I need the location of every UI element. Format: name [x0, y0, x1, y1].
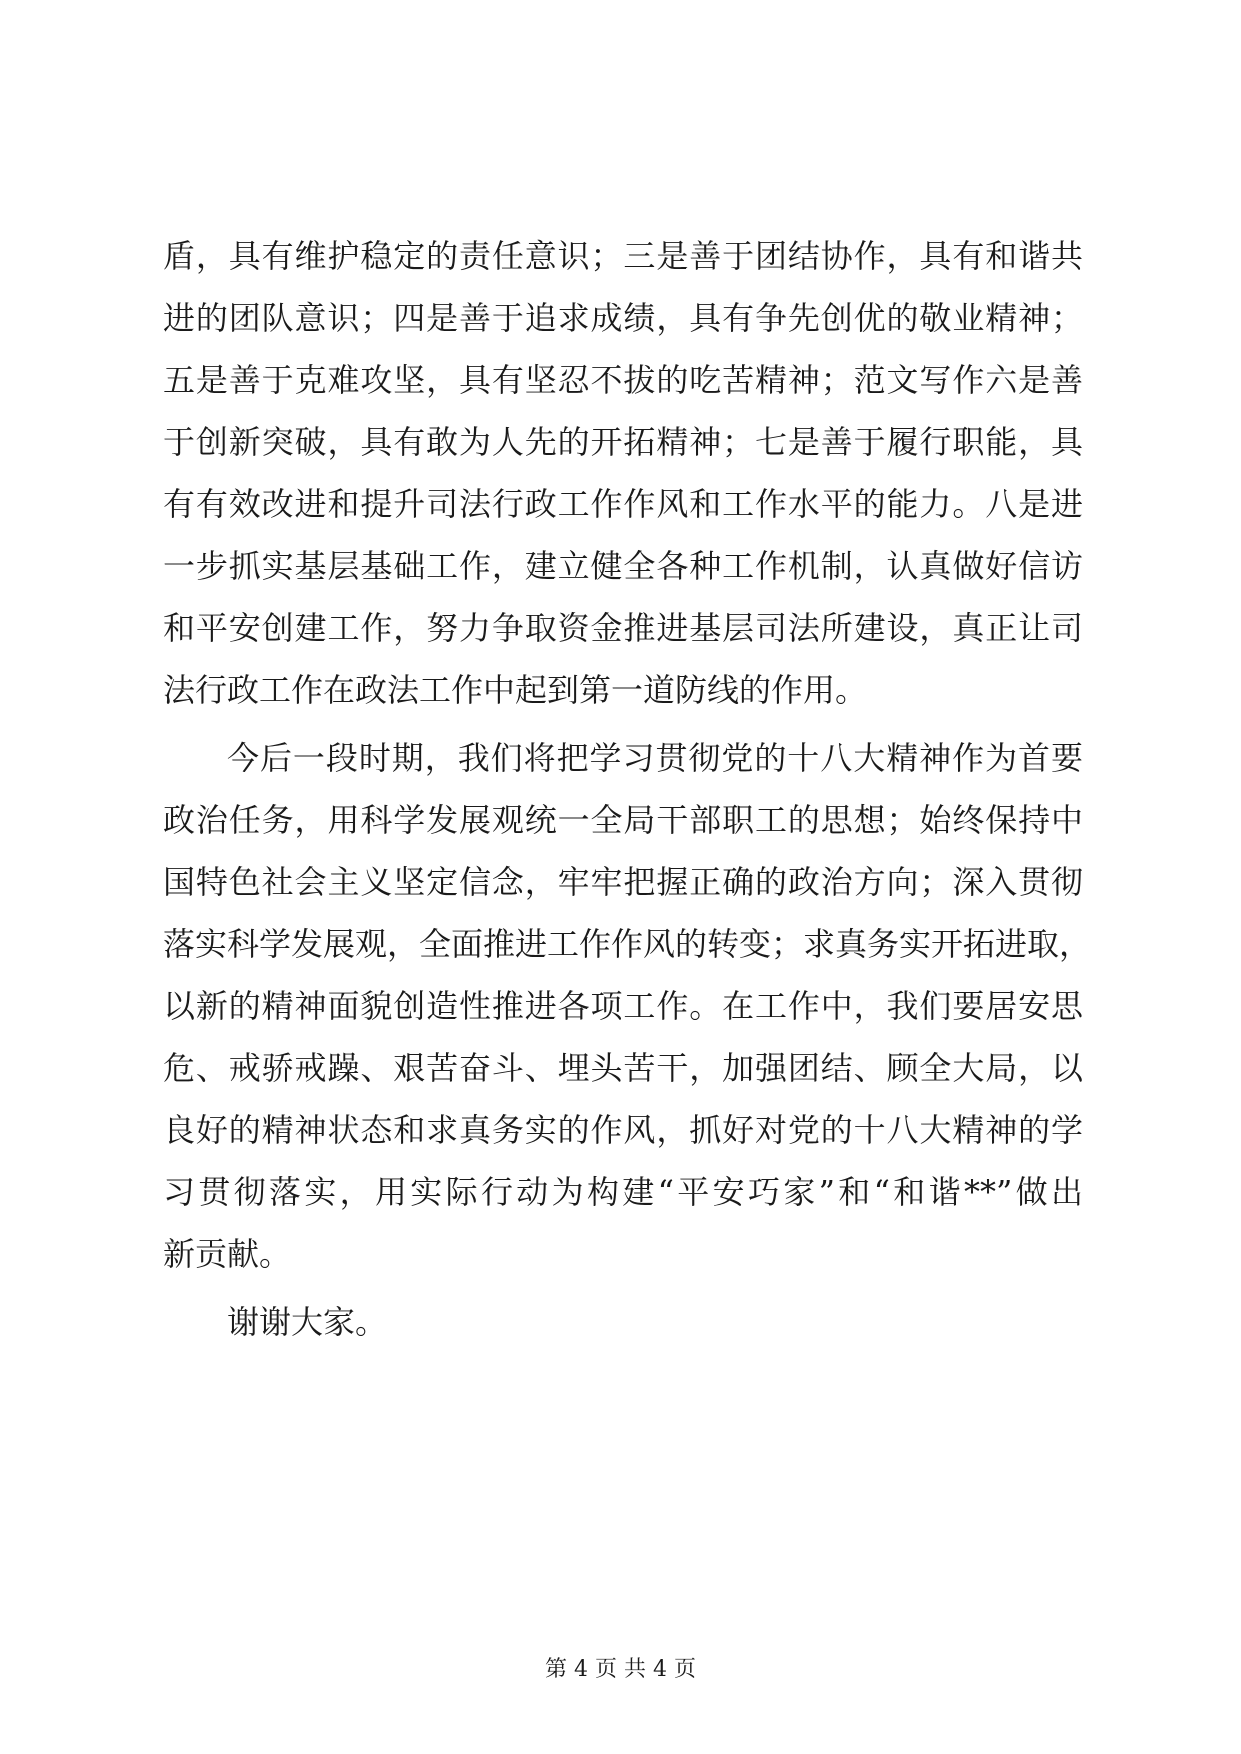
text-line: 于创新突破，具有敢为人先的开拓精神；七是善于履行职能，具: [163, 423, 1083, 461]
text-line: 五是善于克难攻坚，具有坚忍不拔的吃苦精神；范文写作六是善: [163, 361, 1083, 399]
document-body: [163, 225, 1092, 1353]
text-line: 谢谢大家。: [227, 1303, 388, 1341]
paragraph-3: [163, 1291, 1083, 1353]
paragraph-1: [163, 225, 1083, 721]
text-line: 今后一段时期，我们将把学习贯彻党的十八大精神作为首要: [227, 739, 1083, 777]
text-line: 以新的精神面貌创造性推进各项工作。在工作中，我们要居安思: [163, 987, 1083, 1025]
text-line: 政治任务，用科学发展观统一全局干部职工的思想；始终保持中: [163, 801, 1083, 839]
text-line: 国特色社会主义坚定信念，牢牢把握正确的政治方向；深入贯彻: [163, 863, 1083, 901]
text-line: 习贯彻落实，用实际行动为构建“平安巧家”和“和谐**”做出: [163, 1173, 1083, 1211]
text-line: 有有效改进和提升司法行政工作作风和工作水平的能力。八是进: [163, 485, 1083, 523]
paragraph-2: [163, 727, 1092, 1285]
text-line: 盾，具有维护稳定的责任意识；三是善于团结协作，具有和谐共: [163, 237, 1083, 275]
text-line: 和平安创建工作，努力争取资金推进基层司法所建设，真正让司: [163, 609, 1083, 647]
text-line: 一步抓实基层基础工作，建立健全各种工作机制，认真做好信访: [163, 547, 1083, 585]
text-line: 落实科学发展观，全面推进工作作风的转变；求真务实开拓进取，: [163, 925, 1092, 963]
text-line: 新贡献。: [163, 1235, 292, 1273]
page-number: 第 4 页 共 4 页: [545, 1657, 696, 1682]
text-line: 法行政工作在政法工作中起到第一道防线的作用。: [163, 671, 868, 709]
page-footer: [0, 1652, 1241, 1683]
text-line: 危、戒骄戒躁、艰苦奋斗、埋头苦干，加强团结、顾全大局，以: [163, 1049, 1083, 1087]
text-line: 良好的精神状态和求真务实的作风，抓好对党的十八大精神的学: [163, 1111, 1083, 1149]
text-line: 进的团队意识；四是善于追求成绩，具有争先创优的敬业精神；: [163, 299, 1083, 337]
